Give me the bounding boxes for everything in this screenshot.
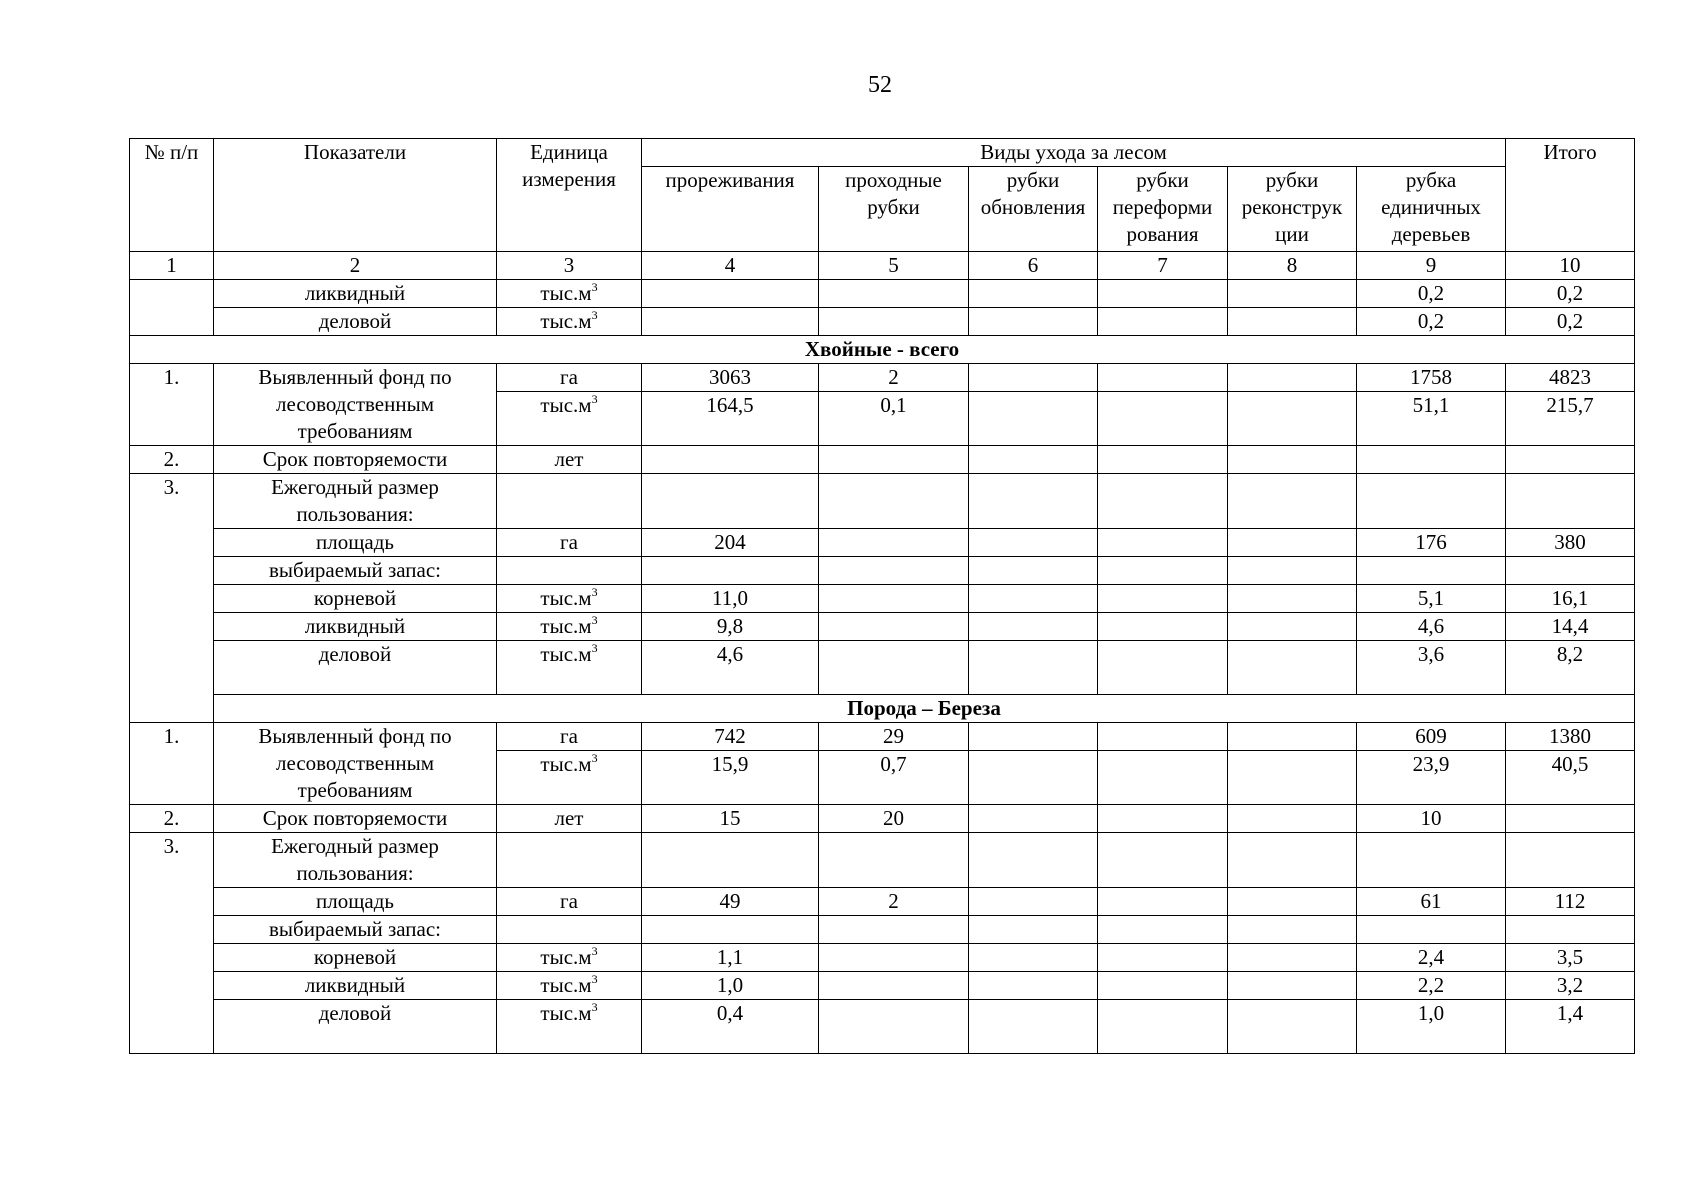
value-cell: [1228, 916, 1357, 944]
value-cell: 51,1: [1357, 392, 1506, 446]
total-cell: 0,2: [1506, 308, 1635, 336]
table-row: [130, 916, 1635, 944]
table-row: [130, 888, 1635, 916]
value-cell: [969, 916, 1098, 944]
value-cell: [819, 944, 969, 972]
value-cell: 2: [819, 888, 969, 916]
value-cell: [1228, 364, 1357, 392]
value-cell: [1357, 557, 1506, 585]
value-cell: [1098, 751, 1228, 805]
value-cell: [1228, 529, 1357, 557]
col-number: 9: [1357, 252, 1506, 280]
header-type-1: прореживания: [642, 167, 819, 252]
unit-cell: [497, 280, 642, 308]
header-type-5: рубки реконструк ции: [1228, 167, 1357, 252]
unit-exponent: 3: [591, 751, 598, 765]
value-cell: 176: [1357, 529, 1506, 557]
num-cell: 2.: [130, 805, 214, 833]
unit-cell: [497, 585, 642, 613]
indicator-cell: деловой: [214, 308, 497, 336]
value-cell: [1098, 613, 1228, 641]
num-cell: 2.: [130, 446, 214, 474]
table-row: [130, 1000, 1635, 1054]
value-cell: 20: [819, 805, 969, 833]
table-row: [130, 474, 1635, 529]
unit-cell: [497, 1000, 642, 1054]
indicator-cell: деловой: [214, 1000, 497, 1054]
value-cell: [819, 474, 969, 529]
section-title: Хвойные - всего: [130, 336, 1635, 364]
num-cell: 1.: [130, 364, 214, 446]
col-number: 2: [214, 252, 497, 280]
value-cell: [1098, 1000, 1228, 1054]
value-cell: [1228, 723, 1357, 751]
value-cell: [969, 613, 1098, 641]
total-cell: 380: [1506, 529, 1635, 557]
unit-label: тыс.м: [540, 973, 592, 997]
value-cell: [1098, 585, 1228, 613]
total-cell: [1506, 805, 1635, 833]
unit-label: тыс.м: [540, 752, 592, 776]
value-cell: 15: [642, 805, 819, 833]
unit-label: тыс.м: [540, 614, 592, 638]
unit-exponent: 3: [591, 944, 598, 958]
value-cell: 4,6: [642, 641, 819, 695]
total-cell: 3,5: [1506, 944, 1635, 972]
value-cell: [1228, 805, 1357, 833]
value-cell: [1098, 446, 1228, 474]
col-number: 6: [969, 252, 1098, 280]
unit-exponent: 3: [591, 392, 598, 406]
value-cell: 3,6: [1357, 641, 1506, 695]
value-cell: [1098, 364, 1228, 392]
value-cell: [1506, 474, 1635, 529]
value-cell: 3063: [642, 364, 819, 392]
indicator-cell: площадь: [214, 529, 497, 557]
value-cell: 0,4: [642, 1000, 819, 1054]
value-cell: [969, 557, 1098, 585]
value-cell: 0,1: [819, 392, 969, 446]
value-cell: [1098, 392, 1228, 446]
table-row: [130, 280, 1635, 308]
value-cell: 23,9: [1357, 751, 1506, 805]
total-cell: 40,5: [1506, 751, 1635, 805]
total-cell: 4823: [1506, 364, 1635, 392]
indicator-cell: Ежегодный размер пользования:: [214, 833, 497, 888]
indicator-cell: деловой: [214, 641, 497, 695]
unit-cell: [497, 308, 642, 336]
indicator-cell: Ежегодный размер пользования:: [214, 474, 497, 529]
value-cell: [642, 474, 819, 529]
unit-label: тыс.м: [540, 642, 592, 666]
total-cell: 3,2: [1506, 972, 1635, 1000]
header-unit: Единица измерения: [497, 139, 642, 252]
value-cell: 9,8: [642, 613, 819, 641]
value-cell: [1098, 944, 1228, 972]
total-cell: 14,4: [1506, 613, 1635, 641]
value-cell: [969, 280, 1098, 308]
value-cell: [1506, 916, 1635, 944]
value-cell: [1228, 1000, 1357, 1054]
value-cell: 1758: [1357, 364, 1506, 392]
value-cell: 0,2: [1357, 308, 1506, 336]
value-cell: [1506, 557, 1635, 585]
header-type-3: рубки обновления: [969, 167, 1098, 252]
unit-exponent: 3: [591, 972, 598, 986]
header-group: Виды ухода за лесом: [642, 139, 1506, 167]
total-cell: 1,4: [1506, 1000, 1635, 1054]
unit-label: тыс.м: [540, 945, 592, 969]
table-row: [130, 641, 1635, 695]
value-cell: [1098, 723, 1228, 751]
value-cell: [819, 280, 969, 308]
page-number: 52: [868, 72, 892, 98]
indicator-cell: выбираемый запас:: [214, 916, 497, 944]
value-cell: [1228, 641, 1357, 695]
unit-cell: га: [497, 723, 642, 751]
col-number: 1: [130, 252, 214, 280]
value-cell: [1228, 613, 1357, 641]
value-cell: 0,7: [819, 751, 969, 805]
unit-cell: [497, 613, 642, 641]
value-cell: [1228, 585, 1357, 613]
unit-exponent: 3: [591, 308, 598, 322]
value-cell: 1,0: [642, 972, 819, 1000]
unit-cell: [497, 751, 642, 805]
value-cell: 164,5: [642, 392, 819, 446]
value-cell: [969, 751, 1098, 805]
forest-care-table: [129, 138, 1635, 1054]
value-cell: [819, 1000, 969, 1054]
table-row: [130, 529, 1635, 557]
unit-exponent: 3: [591, 1000, 598, 1014]
value-cell: [819, 529, 969, 557]
header-num: № п/п: [130, 139, 214, 252]
value-cell: 2: [819, 364, 969, 392]
value-cell: [969, 833, 1098, 888]
unit-cell: [497, 972, 642, 1000]
value-cell: 742: [642, 723, 819, 751]
value-cell: [969, 585, 1098, 613]
header-type-4: рубки переформи рования: [1098, 167, 1228, 252]
unit-exponent: 3: [591, 585, 598, 599]
value-cell: [1228, 308, 1357, 336]
value-cell: [1228, 474, 1357, 529]
table-row: [130, 336, 1635, 364]
indicator-cell: ликвидный: [214, 280, 497, 308]
indicator-cell: Срок повторяемости: [214, 446, 497, 474]
indicator-cell: Выявленный фонд по лесоводственным требованиям: [214, 364, 497, 446]
unit-cell: [497, 944, 642, 972]
total-cell: [1506, 446, 1635, 474]
unit-cell: [497, 392, 642, 446]
num-cell: [130, 280, 214, 336]
indicator-cell: Выявленный фонд по лесоводственным требованиям: [214, 723, 497, 805]
value-cell: [1098, 833, 1228, 888]
value-cell: 609: [1357, 723, 1506, 751]
total-cell: 215,7: [1506, 392, 1635, 446]
value-cell: [819, 446, 969, 474]
col-number: 8: [1228, 252, 1357, 280]
unit-cell: [497, 557, 642, 585]
value-cell: [819, 557, 969, 585]
unit-cell: га: [497, 364, 642, 392]
indicator-cell: Срок повторяемости: [214, 805, 497, 833]
value-cell: [1098, 308, 1228, 336]
num-cell: 3.: [130, 474, 214, 723]
total-cell: 1380: [1506, 723, 1635, 751]
value-cell: 1,1: [642, 944, 819, 972]
value-cell: [969, 805, 1098, 833]
value-cell: [969, 446, 1098, 474]
value-cell: [969, 972, 1098, 1000]
indicator-cell: корневой: [214, 585, 497, 613]
num-cell: 1.: [130, 723, 214, 805]
table-row: [130, 613, 1635, 641]
value-cell: [642, 833, 819, 888]
value-cell: [1506, 833, 1635, 888]
col-number: 4: [642, 252, 819, 280]
table-row: [130, 308, 1635, 336]
value-cell: [642, 280, 819, 308]
value-cell: 11,0: [642, 585, 819, 613]
total-cell: 112: [1506, 888, 1635, 916]
value-cell: [1228, 446, 1357, 474]
indicator-cell: выбираемый запас:: [214, 557, 497, 585]
table-row: [130, 723, 1635, 751]
header-type-2: проходные рубки: [819, 167, 969, 252]
value-cell: 49: [642, 888, 819, 916]
value-cell: [969, 474, 1098, 529]
unit-label: тыс.м: [540, 281, 592, 305]
value-cell: [1357, 916, 1506, 944]
value-cell: [969, 1000, 1098, 1054]
value-cell: 10: [1357, 805, 1506, 833]
unit-label: тыс.м: [540, 309, 592, 333]
total-cell: 8,2: [1506, 641, 1635, 695]
value-cell: [969, 944, 1098, 972]
value-cell: [1098, 916, 1228, 944]
table-row: [130, 557, 1635, 585]
header-total: Итого: [1506, 139, 1635, 252]
unit-exponent: 3: [591, 613, 598, 627]
table-row: [130, 833, 1635, 888]
total-cell: 0,2: [1506, 280, 1635, 308]
value-cell: 29: [819, 723, 969, 751]
unit-exponent: 3: [591, 641, 598, 655]
value-cell: [819, 916, 969, 944]
value-cell: [1098, 805, 1228, 833]
value-cell: [1357, 446, 1506, 474]
indicator-cell: площадь: [214, 888, 497, 916]
indicator-cell: корневой: [214, 944, 497, 972]
value-cell: [969, 723, 1098, 751]
unit-cell: лет: [497, 446, 642, 474]
value-cell: [969, 641, 1098, 695]
table-row: [130, 585, 1635, 613]
table-row: [130, 364, 1635, 392]
table-row: [130, 695, 1635, 723]
unit-cell: га: [497, 529, 642, 557]
value-cell: [1228, 557, 1357, 585]
unit-cell: [497, 833, 642, 888]
header-indicator: Показатели: [214, 139, 497, 252]
value-cell: [969, 364, 1098, 392]
value-cell: 2,4: [1357, 944, 1506, 972]
col-number: 10: [1506, 252, 1635, 280]
value-cell: [1098, 557, 1228, 585]
value-cell: [1098, 529, 1228, 557]
value-cell: [1228, 751, 1357, 805]
value-cell: [1098, 888, 1228, 916]
value-cell: [1357, 474, 1506, 529]
value-cell: 2,2: [1357, 972, 1506, 1000]
value-cell: 4,6: [1357, 613, 1506, 641]
value-cell: [642, 557, 819, 585]
col-number: 5: [819, 252, 969, 280]
value-cell: [819, 972, 969, 1000]
value-cell: 5,1: [1357, 585, 1506, 613]
header-type-6: рубка единичных деревьев: [1357, 167, 1506, 252]
value-cell: [969, 308, 1098, 336]
unit-exponent: 3: [591, 280, 598, 294]
table-row: [130, 805, 1635, 833]
table-row: [130, 446, 1635, 474]
col-number: 3: [497, 252, 642, 280]
value-cell: [642, 308, 819, 336]
col-number: 7: [1098, 252, 1228, 280]
value-cell: [1098, 474, 1228, 529]
value-cell: [1228, 944, 1357, 972]
table-body: [130, 280, 1635, 1054]
value-cell: [819, 308, 969, 336]
indicator-cell: ликвидный: [214, 972, 497, 1000]
value-cell: [1098, 280, 1228, 308]
unit-label: тыс.м: [540, 1001, 592, 1025]
value-cell: [1228, 833, 1357, 888]
value-cell: 1,0: [1357, 1000, 1506, 1054]
value-cell: 15,9: [642, 751, 819, 805]
unit-cell: лет: [497, 805, 642, 833]
value-cell: [642, 916, 819, 944]
unit-cell: [497, 641, 642, 695]
value-cell: [819, 833, 969, 888]
value-cell: [969, 392, 1098, 446]
value-cell: [1357, 833, 1506, 888]
num-cell: 3.: [130, 833, 214, 1054]
value-cell: [1228, 392, 1357, 446]
value-cell: [819, 613, 969, 641]
value-cell: [1228, 280, 1357, 308]
value-cell: [969, 529, 1098, 557]
unit-label: тыс.м: [540, 586, 592, 610]
value-cell: 61: [1357, 888, 1506, 916]
unit-cell: [497, 916, 642, 944]
value-cell: 0,2: [1357, 280, 1506, 308]
section-title: Порода – Береза: [214, 695, 1635, 723]
value-cell: 204: [642, 529, 819, 557]
value-cell: [1228, 888, 1357, 916]
unit-cell: [497, 474, 642, 529]
value-cell: [642, 446, 819, 474]
total-cell: 16,1: [1506, 585, 1635, 613]
value-cell: [819, 585, 969, 613]
value-cell: [1228, 972, 1357, 1000]
indicator-cell: ликвидный: [214, 613, 497, 641]
unit-label: тыс.м: [540, 393, 592, 417]
value-cell: [969, 888, 1098, 916]
value-cell: [1098, 972, 1228, 1000]
value-cell: [819, 641, 969, 695]
value-cell: [1098, 641, 1228, 695]
unit-cell: га: [497, 888, 642, 916]
table-row: [130, 944, 1635, 972]
table-row: [130, 972, 1635, 1000]
